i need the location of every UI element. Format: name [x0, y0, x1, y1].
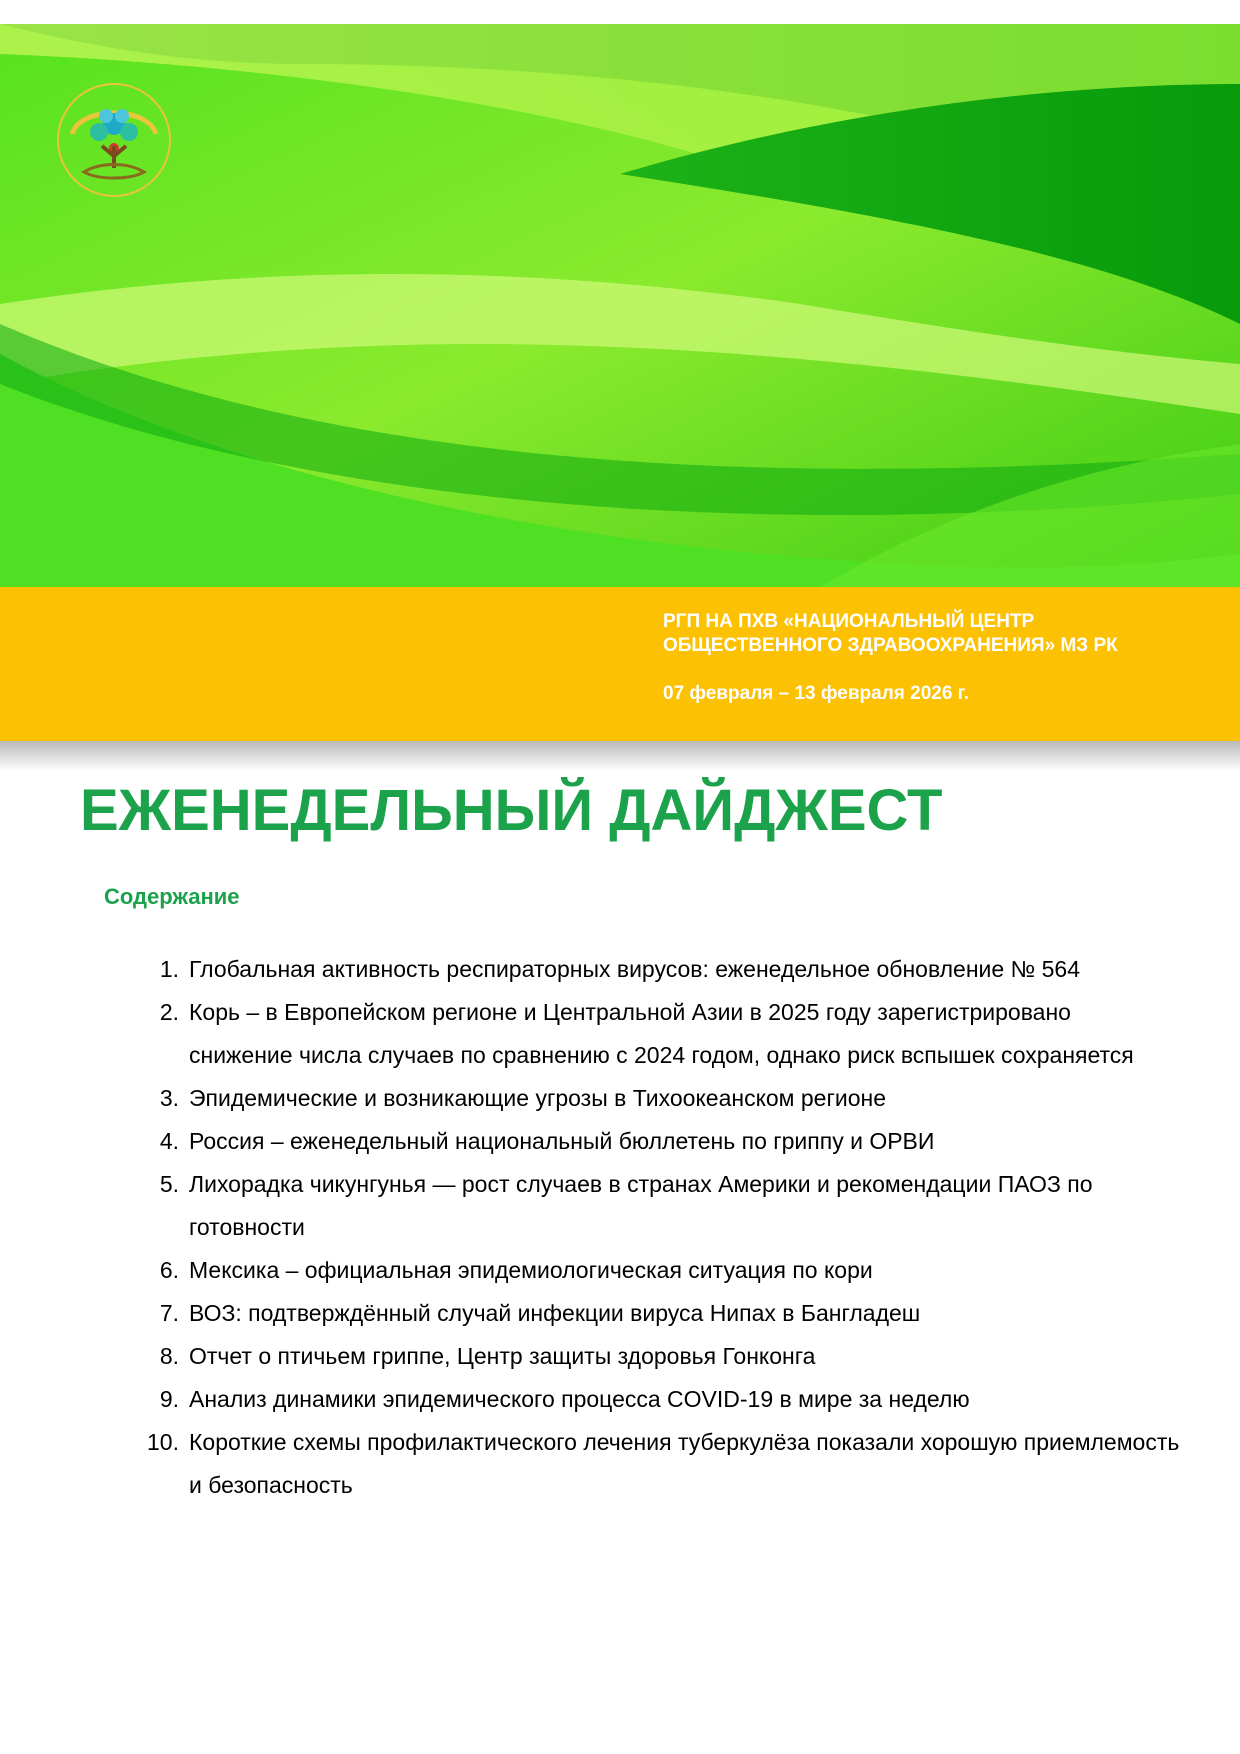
- toc-item-number: 5.: [159, 1171, 179, 1197]
- toc-heading: Содержание: [104, 884, 240, 909]
- toc-item[interactable]: [140, 991, 1180, 1077]
- toc-item[interactable]: [140, 948, 1180, 991]
- toc-item[interactable]: [140, 1421, 1180, 1507]
- toc-item-text: Эпидемические и возникающие угрозы в Тихоокеанском регионе: [189, 1085, 886, 1111]
- toc-item[interactable]: [140, 1292, 1180, 1335]
- toc-item[interactable]: [140, 1249, 1180, 1292]
- toc-item-number: 6.: [159, 1257, 179, 1283]
- toc-item-text: Анализ динамики эпидемического процесса COVID-19 в мире за неделю: [189, 1386, 970, 1412]
- organization-line-1: РГП НА ПХВ «НАЦИОНАЛЬНЫЙ ЦЕНТР: [663, 611, 1035, 632]
- toc-item-text: Короткие схемы профилактического лечения туберкулёза показали хорошую приемлемость и безопасность: [189, 1429, 1180, 1498]
- digest-dates: 07 февраля – 13 февраля 2026 г.: [663, 683, 969, 704]
- toc-item-text: ВОЗ: подтверждённый случай инфекции вируса Нипах в Бангладеш: [189, 1300, 921, 1326]
- toc-item-number: 7.: [159, 1300, 179, 1326]
- toc-item-number: 1.: [159, 956, 179, 982]
- toc-item[interactable]: [140, 1077, 1180, 1120]
- tree-emblem-icon: [50, 76, 178, 204]
- toc-item-text: Россия – еженедельный национальный бюллетень по гриппу и ОРВИ: [189, 1128, 935, 1154]
- toc-item-text: Корь – в Европейском регионе и Центральной Азии в 2025 году зарегистрировано снижение числа случаев по сравнению с 2024 годом, однако риск вспышек сохраняется: [189, 999, 1134, 1068]
- toc-item-number: 4.: [159, 1128, 179, 1154]
- page-title: ЕЖЕНЕДЕЛЬНЫЙ ДАЙДЖЕСТ: [80, 778, 943, 843]
- toc-item[interactable]: [140, 1378, 1180, 1421]
- band-shadow: [0, 741, 1240, 771]
- toc-item-number: 3.: [159, 1085, 179, 1111]
- toc-item-text: Отчет о птичьем гриппе, Центр защиты здоровья Гонконга: [189, 1343, 816, 1369]
- toc-item-number: 10.: [147, 1429, 179, 1455]
- toc-item-text: Мексика – официальная эпидемиологическая ситуация по кори: [189, 1257, 873, 1283]
- toc-item[interactable]: [140, 1120, 1180, 1163]
- toc-item-number: 9.: [159, 1386, 179, 1412]
- toc-item-text: Лихорадка чикунгунья — рост случаев в странах Америки и рекомендации ПАОЗ по готовности: [189, 1171, 1093, 1240]
- toc-item[interactable]: [140, 1163, 1180, 1249]
- toc-item-number: 2.: [159, 999, 179, 1025]
- organization-name: [663, 610, 1118, 658]
- green-banner: [0, 24, 1240, 587]
- toc-item-number: 8.: [159, 1343, 179, 1369]
- green-wave-graphic: [0, 24, 1240, 587]
- organization-line-2: ОБЩЕСТВЕННОГО ЗДРАВООХРАНЕНИЯ» МЗ РК: [663, 635, 1118, 656]
- toc-item[interactable]: [140, 1335, 1180, 1378]
- table-of-contents: [140, 948, 1180, 1507]
- toc-item-text: Глобальная активность респираторных вирусов: еженедельное обновление № 564: [189, 956, 1081, 982]
